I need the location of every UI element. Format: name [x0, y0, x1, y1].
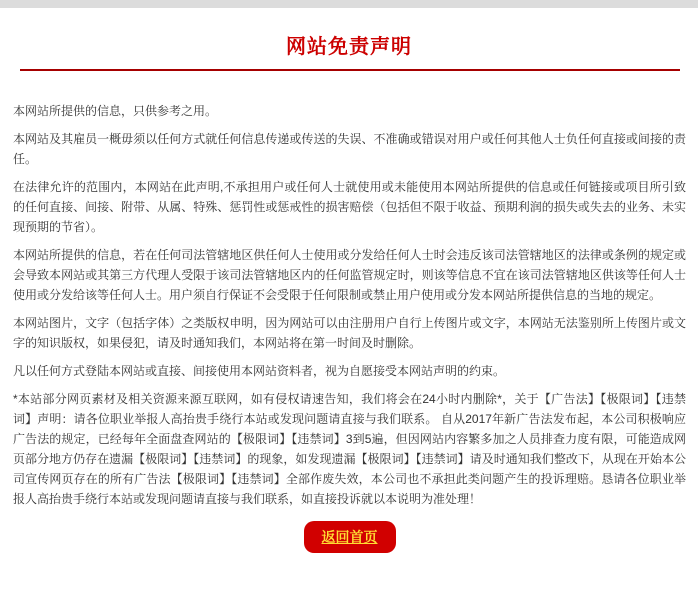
page-title: 网站免责声明 — [286, 36, 412, 58]
back-home-button[interactable]: 返回首页 — [304, 521, 396, 553]
disclaimer-paragraph: 本网站所提供的信息，只供参考之用。 — [13, 104, 218, 118]
disclaimer-paragraph: 本网站所提供的信息，若在任何司法管辖地区供任何人士使用或分发给任何人士时会违反该司法管辖地区的法律或条例的规定或会导致本网站或其第三方代理人受限于该司法管辖地区内的任何监管规定时，则该等信息不宜在该司法管辖地区供该等任何人士使用或分发给该等任何人士。用户须自行保证不会受限于任何限制或禁止用户使用或分发本网站所提供信息的当地的规定。 — [13, 248, 686, 302]
button-row — [13, 521, 686, 553]
disclaimer-paragraph: 本网站图片，文字（包括字体）之类版权申明，因为网站可以由注册用户自行上传图片或文字，本网站无法鉴别所上传图片或文字的知识版权，如果侵犯，请及时通知我们，本网站将在第一时间及时删除。 — [13, 316, 686, 350]
disclaimer-paragraph: 本网站及其雇员一概毋须以任何方式就任何信息传递或传送的失误、不准确或错误对用户或任何其他人士负任何直接或间接的责任。 — [13, 132, 686, 166]
top-bar — [0, 0, 698, 8]
disclaimer-paragraph: 在法律允许的范围内，本网站在此声明,不承担用户或任何人士就使用或未能使用本网站所提供的信息或任何链接或项目所引致的任何直接、间接、附带、从属、特殊、惩罚性或惩戒性的损害赔偿（包括但不限于收益、预期利润的损失或失去的业务、未实现预期的节省）。 — [13, 180, 686, 234]
disclaimer-body — [0, 71, 698, 553]
disclaimer-paragraph: 凡以任何方式登陆本网站或直接、间接使用本网站资料者，视为自愿接受本网站声明的约束。 — [13, 364, 506, 378]
disclaimer-paragraph: *本站部分网页素材及相关资源来源互联网，如有侵权请速告知，我们将会在24小时内删除*，关于【广告法】【极限词】【违禁词】声明：请各位职业举报人高抬贵手绕行本站或发现问题请直接与我们联系。 自从2017年新广告法发布起，本公司积极响应广告法的规定，已经每年全面盘查网站的【极限词】【违禁词】3到5遍，但因网站内容繁多加之人员排查力度有限，可能造成网页部分地方仍存在遗漏【极限词】【违禁词】的现象，如发现遗漏【极限词】【违禁词】请及时通知我们整改下，从现在开始本公司宣传网页存在的所有广告法【极限词】【违禁词】全部作废失效，本公司也不承担此类问题产生的投诉理赔。恳请各位职业举报人高抬贵手绕行本站或发现问题请直接与我们联系，如直接投诉就以本说明为准处理！ — [13, 392, 686, 506]
